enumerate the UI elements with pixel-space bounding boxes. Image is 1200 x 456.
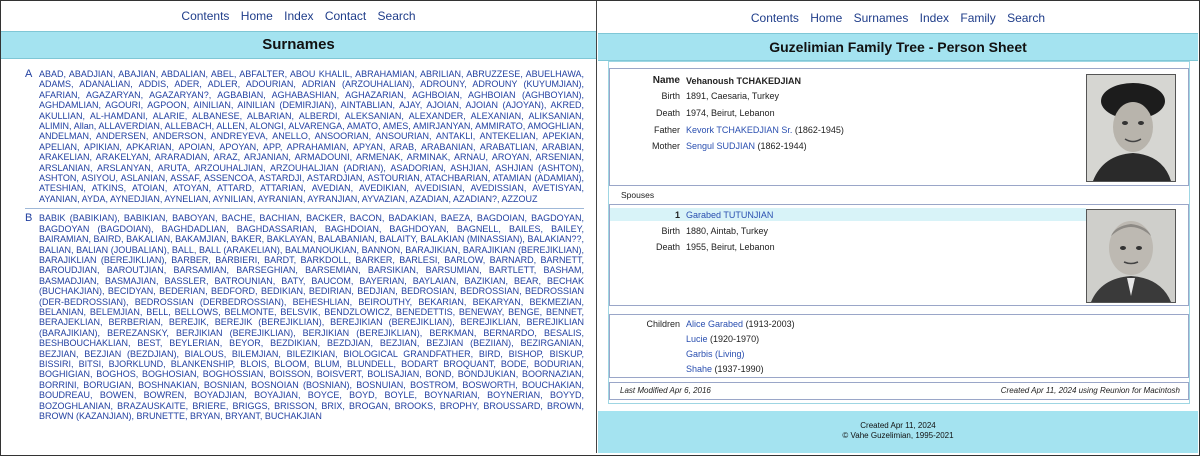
created-using: Created Apr 11, 2024 using Reunion for Macintosh <box>1000 386 1180 395</box>
nav-home-link[interactable]: Home <box>810 11 843 25</box>
nav-index-link[interactable]: Index <box>284 9 314 23</box>
spouse-birth-value: 1880, Aintab, Turkey <box>686 226 769 236</box>
portrait-image <box>1087 210 1175 302</box>
child-link[interactable]: Shahe <box>686 364 713 374</box>
surname-list[interactable]: ABAD, ABADJIAN, ABAJIAN, ABDALIAN, ABEL, ABFALTER, ABOU KHALIL, ABRAHAMIAN, ABRILIAN, ABRUZZESE, ABUELHAWA, ADAMS, ADANALIAN, ADDIS, ADER, ADLER, ADOURIAN, ADRIAN (ARZOUHALIAN), ADROUNY, ADROUNY (KUYUMJIAN), AFARIAN, AGAZARYAN, AGAZARYAN?, AGBABIAN, AGHABASHIAN, AGHAZARIAN, AGHBOIAN, AGHBOIAN (AGHBOYIAN), AGHDAMLIAN, AGOURI, AGPOON, AINILIAN, AINILIAN (DEMIRJIAN), AINTABLIAN, AJAY, AJOIAN, AJOIAN (AJOYAN), AKRED, AKULLIAN, AL-HAMDANI, ALARIE, ALBANESE, ALBARIAN, ALBERDI, ALEKSANIAN, ALEXANDER, ALEXANIAN, ALIKSANIAN, ALIMIN, Allan, ALLAVERDIAN, ALLEBACH, ALLEN, ALONGI, ALVARENGA, AMATO, AMES, AMIRJANYAN, AMMIRATO, AMOGHLIAN, ANDELMAN, ANDERSEN, ANDERSON, ANDREYEVA, ANELLO, ANSOORIAN, ANSOURIAN, ANTAKLI, ANTEKELIAN, APEKIAN, APELIAN, APIKIAN, APKARIAN, APOIAN, APOYAN, APP, APRAHAMIAN, APYAN, ARAB, ARABANIAN, ARABATLIAN, ARABIAN, ARAKELIAN, ARAKELYAN, ARARADIAN, ARAZ, ARJANIAN, ARMADOUNI, ARMENAK, ARMINAK, ARNAU, AROYAN, ARSENIAN, ARSLANIAN, ARSLANYAN, ARUTA, ARZOUHALJIAN, ARZOUHALJIAN (ADRIAN), ASADORIAN, ASHJIAN, ASHJIAN (ASHTON), ASHTON, ASIYOU, ASLANIAN, ASSAF, ASSENCOA, ASTARDJI, ASTARDJIAN, ASTOURIAN, ATACHBARIAN, ATAMIAN (ADAMIAN), ATESHIAN, ATKINS, ATOIAN, ATOYAN, ATTARD, ATTARIAN, AVEDIAN, AVEDIKIAN, AVEDISIAN, AVEDISSIAN, AVETISYAN, AYANIAN, AYDA, AYNEDJIAN, AYNELIAN, AYNILIAN, AYRANIAN, AYRANJIAN, AYVAZIAN, AZADIAN, AZADIAN?, AZZOUZ <box>39 69 584 204</box>
child-link[interactable]: Lucie <box>686 334 708 344</box>
death-label: Death <box>655 108 680 118</box>
page-title: Guzelimian Family Tree - Person Sheet <box>598 33 1198 61</box>
spouse-box <box>609 204 1189 306</box>
top-nav-left <box>1 9 596 27</box>
birth-value: 1891, Caesaria, Turkey <box>686 91 780 101</box>
person-box <box>609 68 1189 186</box>
top-nav-right <box>598 11 1198 29</box>
section-letter: B <box>25 212 33 225</box>
portrait-image <box>1087 75 1175 181</box>
nav-contents-link[interactable]: Contents <box>750 11 799 25</box>
spouse-number: 1 <box>674 210 680 220</box>
nav-surnames-link[interactable]: Surnames <box>853 11 909 25</box>
nav-search-link[interactable]: Search <box>377 9 416 23</box>
nav-home-link[interactable]: Home <box>240 9 273 23</box>
section-letter: A <box>25 68 33 80</box>
children-box <box>609 314 1189 378</box>
footer-copyright: © Vahe Guzelimian, 1995-2021 <box>842 431 954 440</box>
person-name: Vehanoush TCHAKEDJIAN <box>686 76 802 86</box>
father-years: (1862-1945) <box>794 125 844 135</box>
person-sheet <box>608 61 1190 404</box>
birth-label: Birth <box>661 226 680 236</box>
spouse-photo <box>1086 209 1176 303</box>
birth-label: Birth <box>661 91 680 101</box>
person-photo <box>1086 74 1176 182</box>
mother-link[interactable]: Sengul SUDJIAN <box>686 141 756 151</box>
child-years: (1913-2003) <box>745 319 795 329</box>
spouse-death-value: 1955, Beirut, Lebanon <box>686 242 775 252</box>
child-link[interactable]: Alice Garabed <box>686 319 744 329</box>
name-label: Name <box>652 75 680 86</box>
surnames-pane <box>1 1 597 453</box>
page-title: Surnames <box>1 31 596 59</box>
nav-contents-link[interactable]: Contents <box>181 9 230 23</box>
last-modified: Last Modified Apr 6, 2016 <box>620 386 711 395</box>
surname-section-a <box>25 69 584 204</box>
nav-search-link[interactable]: Search <box>1007 11 1046 25</box>
child-link[interactable]: Garbis (Living) <box>686 349 745 359</box>
child-years: (1920-1970) <box>710 334 760 344</box>
child-years: (1937-1990) <box>714 364 764 374</box>
mother-years: (1862-1944) <box>757 141 807 151</box>
surname-section-b <box>25 213 584 421</box>
surname-list[interactable]: BABIK (BABIKIAN), BABIKIAN, BABOYAN, BACHE, BACHIAN, BACKER, BACON, BADAKIAN, BAEZA, BAGDOIAN, BAGDOYAN, BAGDOYAN (BAGDOIAN), BAGHDADLIAN, BAGHDASSARIAN, BAGHDOIAN, BAGHDOYAN, BAGNELL, BAILES, BAILEY, BAIRAMIAN, BAIRD, BAKALIAN, BAKAMJIAN, BAKER, BAKLAYAN, BALABANIAN, BALAITY, BALAKIAN (MINASSIAN), BALAKIAN??, BALIAN, BALIAN (JOUBALIAN), BALL, BALL (ARAKELIAN), BALMANOUKIAN, BANNON, BARAJIKIAN, BARAJIKIAN (BEREJIKLIAN), BARAJIKLIAN (BEREJIKLIAN), BARBER, BARBIERI, BARDT, BARKDOLL, BARKER, BARLESI, BARLOW, BARNARD, BARNETT, BAROUDJIAN, BAROUTJIAN, BARSAMIAN, BARSEGHIAN, BARSEMIAN, BARSIKIAN, BARSUMIAN, BARTLETT, BASHAM, BASMADJIAN, BASMAJIAN, BASSLER, BATROUNIAN, BATY, BAUCOM, BAYERIAN, BAYLAIAN, BAZIKIAN, BEAR, BECHAK (BUCHAKJIAN), BECIDYAN, BEDERIAN, BEDFORD, BEDIKIAN, BEDIRIAN, BEDJIAN, BEDROSIAN, BEDROSSIAN, BEDROSSIAN (DER-BEDROSSIAN), BEDROSSIAN (DERBEDROSSIAN), BEHESHLIAN, BEIROUTHY, BEKARIAN, BEKARYAN, BEKMEZIAN, BELANIAN, BELEMJIAN, BELL, BELLOWS, BELMONTE, BELSVIK, BENDZLOWICZ, BENEDETTIS, BENEWAY, BENGE, BENNET, BERAJEKLIAN, BERBERIAN, BEREJIK, BEREJIK (BEREJIKLIAN), BEREJIKIAN (BEREJIKLIAN), BEREJIKLIAN, BEREJIKLIAN (BARAJIKIAN), BEREZANSKY, BERJIKIAN (BEREJIKLIAN), BERJIKIAN (BEREJIKLIAN), BERKMAN, BERNARDO, BESALIS, BESHBOUCHAKLIAN, BEST, BEYLERIAN, BEYOR, BEZDIKIAN, BEZDJIAN, BEZJIAN, BEZJIAN (BEZIIAN), BEZIRGANIAN, BEZJIAN, BEZJIAN (BEZDJIAN), BIALOUS, BILEMJIAN, BILEZIKIAN, BIOLOGICAL GRANDFATHER, BIRD, BISHOP, BISKUP, BISSIRI, BITSI, BJORKLUND, BLANKENSHIP, BLOIS, BLOOM, BLUM, BLUNDELL, BODART BROQUANT, BODE, BODURIAN, BOGHIGIAN, BOGHOS, BOGHOSIAN, BOGHOSSIAN, BOISSON, BOISVERT, BOLISAJIAN, BOND, BONDJUKIAN, BOORNAZIAN, BORRINI, BORUGIAN, BOSHNAKIAN, BOSNIAN, BOSNOIAN (BOSNIAN), BOSNUIAN, BOSTROM, BOSWORTH, BOUCHAKIAN, BOUDREAU, BOWEN, BOWREN, BOYADJIAN, BOYAJIAN, BOYCE, BOYD, BOYLE, BOYNARIAN, BOYNERIAN, BOYYD, BOZOGHLANIAN, BRAZAUSKAITE, BRIERE, BRIGGS, BRISSON, BRIX, BROGAN, BROOKS, BROPHY, BROUSSARD, BROWN, BROWN (KAZANJIAN), BRUNETTE, BRYAN, BRYANT, BUCHAKJIAN <box>39 213 584 421</box>
nav-contact-link[interactable]: Contact <box>324 9 367 23</box>
page-footer <box>598 411 1198 453</box>
death-label: Death <box>655 242 680 252</box>
death-value: 1974, Beirut, Lebanon <box>686 108 775 118</box>
father-label: Father <box>653 125 680 135</box>
spouse-link[interactable]: Garabed TUTUNJIAN <box>686 210 774 220</box>
nav-family-link[interactable]: Family <box>960 11 996 25</box>
footer-created: Created Apr 11, 2024 <box>860 421 936 430</box>
section-divider <box>25 208 584 209</box>
spouse-row-highlight <box>610 208 1086 221</box>
modified-box <box>609 382 1189 400</box>
children-label: Children <box>646 319 680 329</box>
nav-index-link[interactable]: Index <box>919 11 950 25</box>
spouses-label: Spouses <box>621 190 655 200</box>
father-link[interactable]: Kevork TCHAKEDJIAN Sr. <box>686 125 793 135</box>
person-sheet-pane <box>598 1 1198 453</box>
mother-label: Mother <box>651 141 680 151</box>
